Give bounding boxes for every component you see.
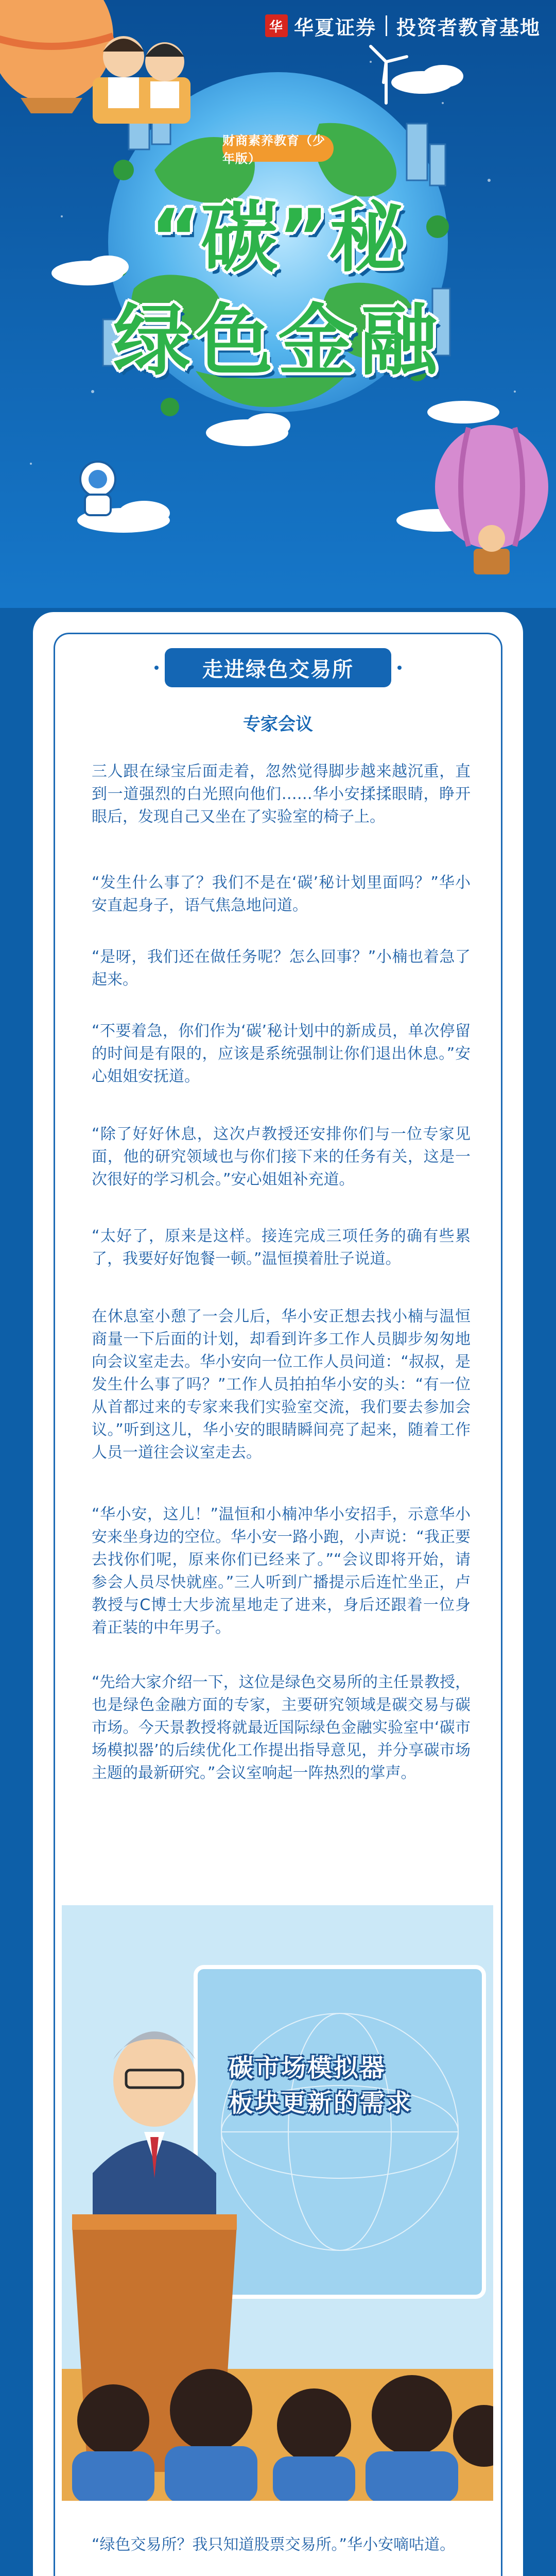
article-subtitle: 专家会议 [243,714,313,735]
paragraph: “太好了，原来是这样。接连完成三项任务的确有些累了，我要好好饱餐一顿。”温恒摸着肚子说道。 [92,1227,471,1268]
section-title: 走进绿色交易所 [165,648,391,687]
header-brand-bar [0,0,556,52]
paragraph: “发生什么事了？我们不是在‘碳’秘计划里面吗？”华小安直起身子，语气焦急地问道。 [92,874,471,914]
screen-title-line1: 碳市场模拟器 [229,2054,387,2082]
paragraph: “先给大家介绍一下，这位是绿色交易所的主任景教授，也是绿色金融方面的专家，主要研究领域是碳交易与碳市场。今天景教授将就最近国际绿色金融实验室中‘碳市场模拟器’的后续优化工作提出指导意见，并分享碳市场主题的最新研究。”会议室响起一阵热烈的掌声。 [92,1673,471,1782]
screen-title-line2: 板块更新的需求 [229,2089,413,2117]
brand-org: 投资者教育基地 [396,16,541,39]
brand-divider [386,15,387,36]
lecture-illustration [62,1905,493,2501]
article-card [33,612,523,2576]
series-badge: 财商素养教育（少年版） [222,135,334,162]
hero-banner [0,0,556,608]
brand-name: 华夏证券 [293,16,376,39]
paragraph: “华小安，这儿！”温恒和小楠冲华小安招手，示意华小安来坐身边的空位。华小安一路小跑，小声说：“我正要去找你们呢，原来你们已经来了。”“会议即将开始，请参会人员尽快就座。”三人听到广播提示后连忙坐正，卢教授与C博士大步流星地走了进来，身后还跟着一位身着正装的中年男子。 [92,1505,471,1637]
paragraph: “除了好好休息，这次卢教授还安排你们与一位专家见面，他的研究领域也与你们接下来的任务有关，这是一次很好的学习机会。”安心姐姐补充道。 [92,1125,471,1189]
paragraph: “不要着急，你们作为‘碳’秘计划中的新成员，单次停留的时间是有限的，应该是系统强制让你们退出休息。”安心姐姐安抚道。 [92,1022,471,1086]
hero-title-line1: “碳”秘 [150,193,406,283]
paragraph: 三人跟在绿宝后面走着，忽然觉得脚步越来越沉重，直到一道强烈的白光照向他们……华小安揉揉眼睛，睁开眼后，发现自己又坐在了实验室的椅子上。 [92,762,471,826]
brand-seal-icon: 华 [265,14,288,37]
lecture-scene [62,1905,493,2501]
brand-logo [265,12,541,40]
screen-title [229,2050,445,2121]
paragraph: “是呀，我们还在做任务呢？怎么回事？”小楠也着急了起来。 [92,948,471,989]
paragraph: 在休息室小憩了一会儿后，华小安正想去找小楠与温恒商量一下后面的计划，却看到许多工作人员脚步匆匆地向会议室走去。华小安向一位工作人员问道：“叔叔，是发生什么事了吗？”工作人员拍拍华小安的头：“有一位从首都过来的专家来我们实验室交流，我们要去参加会议。”听到这儿，华小安的眼睛瞬间亮了起来，随着工作人员一道往会议室走去。 [92,1308,471,1462]
paragraph: “绿色交易所？我只知道股票交易所。”华小安嘀咕道。 [92,2536,456,2554]
hero-title-line2: 绿色金融 [113,296,443,386]
